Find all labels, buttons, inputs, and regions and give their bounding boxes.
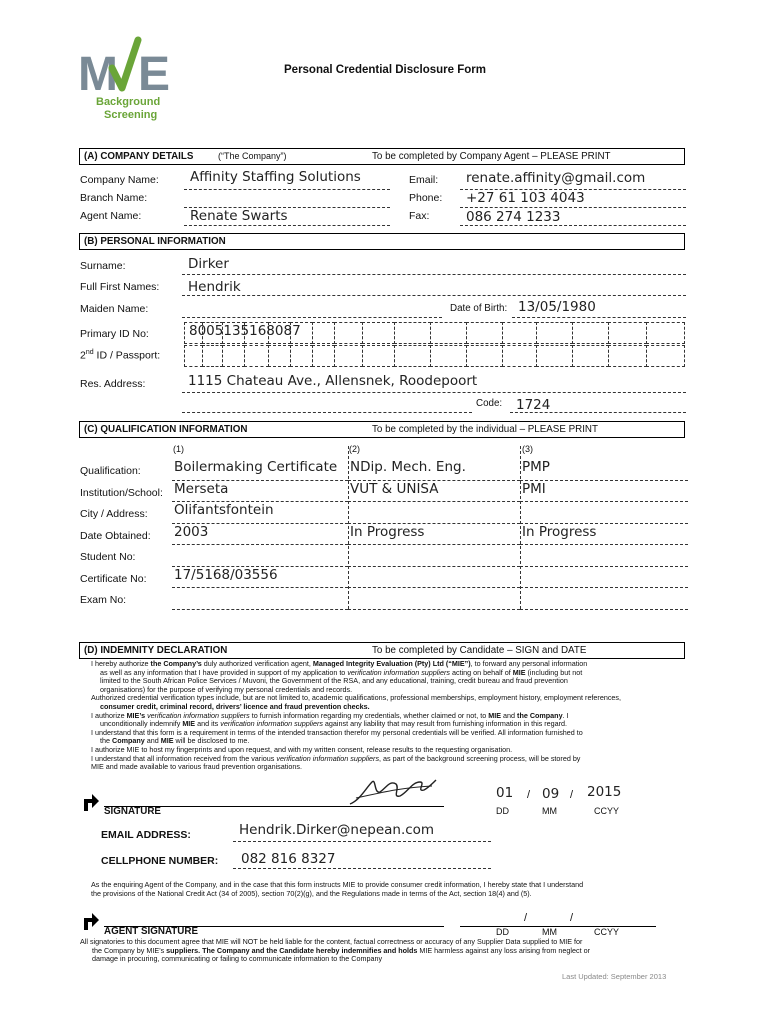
email-value[interactable]: renate.affinity@gmail.com <box>466 170 646 186</box>
id-digit-box <box>430 322 467 344</box>
agent-name-label: Agent Name: <box>80 210 142 222</box>
sign-date-dd[interactable]: 01 <box>496 785 514 801</box>
surname-label: Surname: <box>80 260 126 272</box>
id-digit-box <box>312 345 335 367</box>
signature-scribble-icon[interactable] <box>346 774 438 810</box>
id-digit-box <box>502 345 537 367</box>
qualification-row-label: Date Obtained: <box>80 529 151 542</box>
qualification-row-label: Certificate No: <box>80 572 147 585</box>
agent-statement: As the enquiring Agent of the Company, and in the case that this form instructs MIE to provide consumer credit information, I hereby state that I understand the provisions of the National Credit Act (34 of 2005), section 70(2)(g), and the Regulations made in terms of the Act, section 18(4) and (5). <box>91 880 584 898</box>
id-digit-box <box>646 322 685 344</box>
id-digit-box <box>184 345 203 367</box>
code-label: Code: <box>476 398 503 409</box>
agent-signature-label: AGENT SIGNATURE <box>104 926 198 937</box>
id-digit-box <box>430 345 467 367</box>
qualification-row-label: City / Address: <box>80 508 148 520</box>
sign-date-slash-1: / <box>527 789 531 801</box>
qualification-cell[interactable]: Boilermaking Certificate <box>174 459 338 475</box>
secondary-id-boxes[interactable] <box>184 345 684 367</box>
id-digit-box <box>334 322 363 344</box>
id-digit-box <box>222 345 245 367</box>
branch-name-label: Branch Name: <box>80 192 148 204</box>
id-digit-box <box>334 345 363 367</box>
id-digit-box <box>572 345 609 367</box>
agent-ccyy-label: CCYY <box>594 927 620 937</box>
col-2-label: (2) <box>349 444 360 454</box>
id-digit-box <box>202 345 223 367</box>
svg-text:E: E <box>138 48 171 94</box>
qualification-cell[interactable]: VUT & UNISA <box>350 480 439 497</box>
code-value[interactable]: 1724 <box>516 397 551 413</box>
id-digit-box <box>646 345 685 367</box>
agent-date-slash-1: / <box>524 912 528 924</box>
agent-signature-line[interactable] <box>460 926 656 927</box>
qualification-cell[interactable]: In Progress <box>522 523 597 540</box>
id-digit-box <box>268 345 291 367</box>
address-label: Res. Address: <box>80 378 146 390</box>
dob-label: Date of Birth: <box>450 303 508 314</box>
email-address-value[interactable]: Hendrik.Dirker@nepean.com <box>239 822 435 838</box>
sign-here-arrow-icon <box>82 791 100 813</box>
col-1-label: (1) <box>173 444 184 454</box>
sign-date-year[interactable]: 2015 <box>587 784 622 800</box>
agent-date-slash-2: / <box>570 912 574 924</box>
signature-label: SIGNATURE <box>104 806 161 817</box>
phone-label: Phone: <box>409 192 443 204</box>
id-digit-box <box>244 345 269 367</box>
agent-dd-label: DD <box>496 927 509 937</box>
id-digit-box <box>312 322 335 344</box>
dob-value[interactable]: 13/05/1980 <box>518 299 596 315</box>
first-names-label: Full First Names: <box>80 281 160 293</box>
qualification-cell[interactable]: PMP <box>522 459 550 475</box>
company-name-value[interactable]: Affinity Staffing Solutions <box>190 169 361 185</box>
id-digit-box <box>394 345 431 367</box>
section-d-note: To be completed by Candidate – SIGN and DATE <box>372 645 587 656</box>
primary-id-value: 8005135168087 <box>189 323 301 339</box>
maiden-name-label: Maiden Name: <box>80 303 149 315</box>
ccyy-label: CCYY <box>594 806 620 816</box>
svg-text:M: M <box>78 48 116 94</box>
sign-date-slash-2: / <box>570 789 574 801</box>
agent-name-value[interactable]: Renate Swarts <box>190 208 288 224</box>
id-digit-box <box>572 322 609 344</box>
qualification-cell[interactable]: PMI <box>522 480 546 497</box>
agent-sign-here-arrow-icon <box>82 910 100 932</box>
section-d-header <box>79 642 685 659</box>
section-c-title: (C) QUALIFICATION INFORMATION <box>84 424 248 435</box>
section-b-title: (B) PERSONAL INFORMATION <box>84 236 226 247</box>
section-a-title: (A) COMPANY DETAILS <box>84 151 194 162</box>
liability-footer: All signatories to this document agree that MIE will NOT be held liable for the content, factual correctness or accuracy of any Supplier Data supplied to MIE for the Company by MIE’s suppliers. The Company and the Candidate hereby indemnifies and holds MIE harmless against any loss arising from neglect or damage in procuring, communicating or failing to communicate information to the Company <box>80 937 590 964</box>
phone-value[interactable]: +27 61 103 4043 <box>466 190 585 206</box>
section-a-header <box>79 148 685 165</box>
email-address-label: EMAIL ADDRESS: <box>101 829 191 841</box>
company-name-label: Company Name: <box>80 174 159 186</box>
address-value[interactable]: 1115 Chateau Ave., Allensnek, Roodepoort <box>188 373 478 389</box>
surname-value[interactable]: Dirker <box>188 256 229 272</box>
qualification-cell[interactable]: In Progress <box>350 523 425 540</box>
fax-label: Fax: <box>409 210 430 222</box>
mie-logo-icon <box>78 34 178 94</box>
section-c-note: To be completed by the individual – PLEASE PRINT <box>372 424 598 435</box>
id-digit-box <box>608 345 647 367</box>
cellphone-label: CELLPHONE NUMBER: <box>101 855 219 867</box>
primary-id-label: Primary ID No: <box>80 328 149 340</box>
id-digit-box <box>536 322 573 344</box>
section-a-sub: (“The Company”) <box>218 151 287 161</box>
col-3-label: (3) <box>522 444 533 454</box>
qualification-cell[interactable]: NDip. Mech. Eng. <box>350 459 466 475</box>
logo-line1: Background <box>96 96 161 108</box>
fax-value[interactable]: 086 274 1233 <box>466 209 561 225</box>
section-a-note: To be completed by Company Agent – PLEASE PRINT <box>372 151 611 162</box>
id-digit-box <box>502 322 537 344</box>
qualification-cell[interactable]: 2003 <box>174 523 209 540</box>
qualification-cell[interactable]: Olifantsfontein <box>174 502 274 518</box>
id-digit-box <box>466 322 503 344</box>
logo-line2: Screening <box>104 109 158 121</box>
form-title: Personal Credential Disclosure Form <box>284 64 486 76</box>
qualification-row-label: Qualification: <box>80 465 141 477</box>
cellphone-value[interactable]: 082 816 8327 <box>241 851 336 867</box>
section-b-header <box>79 233 685 250</box>
mie-logo <box>78 34 178 122</box>
last-updated: Last Updated: September 2013 <box>562 972 667 981</box>
sign-date-mm[interactable]: 09 <box>542 786 560 802</box>
id-digit-box <box>290 345 313 367</box>
dd-label: DD <box>496 806 509 816</box>
email-label: Email: <box>409 174 439 186</box>
qualification-row-label: Institution/School: <box>80 486 163 499</box>
id-digit-box <box>466 345 503 367</box>
id-digit-box <box>608 322 647 344</box>
id-digit-box <box>536 345 573 367</box>
first-names-value[interactable]: Hendrik <box>188 279 241 295</box>
id-digit-box <box>362 345 395 367</box>
mm-label: MM <box>542 806 557 816</box>
indemnity-text: I hereby authorize the Company’s duly authorized verification agent, Managed Integrity Evaluation (Pty) Ltd (“MIE”), to forward any personal information as well as any information that I have provided in support of my application to verification information suppliers acting on behalf of MIE (including but not limited to the South African Police Services / Muvoni, the Government of the RSA, and any educational, training, credit bureau and fraud prevention organisations) for the purpose of verifying my personal credentials and records. Authorized credential verification types include, but are not limited to, academic qualifications, professional memberships, employment history, employment references, consumer credit, criminal record, drivers’ licence and fraud prevention checks. I authorize MIE’s verification information suppliers to furnish information regarding my credentials, whether claimed or not, to MIE and the Company. I unconditionally indemnify MIE and its verification information suppliers against any liability that may result from furnishing information in this regard. I understand that this form is a requirement in terms of the intended transaction therefor my personal credentials will be verified. All information furnished to the Company and MIE will be disclosed to me. I authorize MIE to host my fingerprints and upon request, and with my written consent, release results to the requesting organisation. I understand that all information received from the various verification information suppliers, as part of the background screening process, will be stored by MIE and made available to various fraud prevention organisations. <box>91 659 621 772</box>
id-digit-box <box>394 322 431 344</box>
qualification-row-label: Exam No: <box>80 594 127 606</box>
secondary-id-label: 2nd ID / Passport: <box>80 349 161 362</box>
section-d-title: (D) INDEMNITY DECLARATION <box>84 645 228 656</box>
agent-mm-label: MM <box>542 927 557 937</box>
qualification-row-label: Student No: <box>80 551 136 563</box>
qualification-cell[interactable]: Merseta <box>174 480 229 497</box>
id-digit-box <box>362 322 395 344</box>
qualification-cell[interactable]: 17/5168/03556 <box>174 566 278 583</box>
section-c-header <box>79 421 685 438</box>
